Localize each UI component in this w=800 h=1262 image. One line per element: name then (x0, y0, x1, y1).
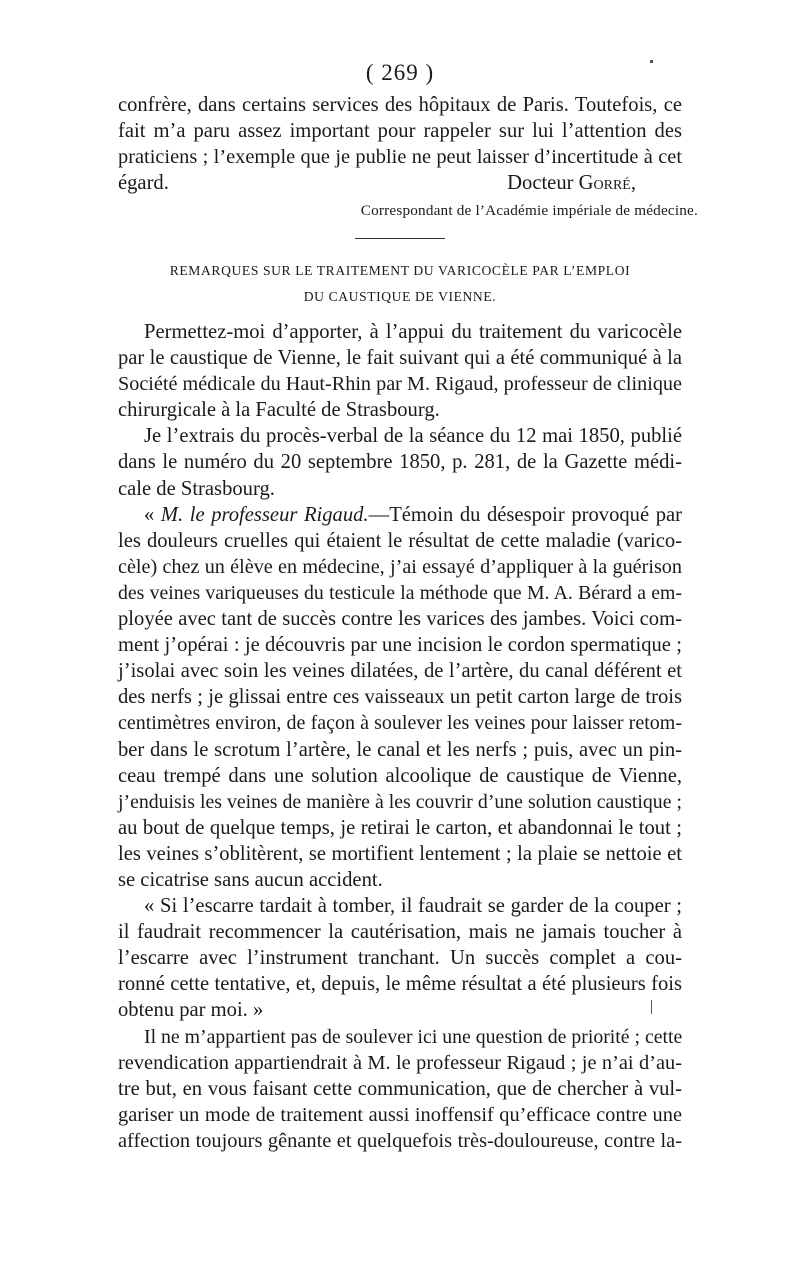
text-line: l’escarre avec l’instrument tranchant. Un succès complet a cou- (118, 947, 682, 970)
text-line: se cicatrise sans aucun accident. (118, 868, 383, 891)
text-line: les douleurs cruelles qui étaient le résultat de cette maladie (varico- (118, 529, 682, 552)
text-line: ber dans le scrotum l’artère, le canal et les nerfs ; puis, avec un pin- (118, 738, 682, 761)
text-line: obtenu par moi. » (118, 999, 264, 1022)
signature-name: Docteur Gorré, (507, 172, 636, 194)
section-heading-line-1: REMARQUES SUR LE TRAITEMENT DU VARICOCÈLE PAR L’EMPLOI (169, 263, 631, 278)
text-line: ceau trempé dans une solution alcoolique de caustique de Vienne, (118, 764, 682, 787)
quote-first-line: « M. le professeur Rigaud.—Témoin du désespoir provoqué par (144, 503, 682, 526)
text-line: fait m’a paru assez important pour rappeler sur lui l’attention des (118, 120, 682, 143)
text-line: cèle) chez un élève en médecine, j’ai essayé d’appliquer à la guérison (118, 555, 682, 578)
continuation-paragraph (118, 92, 682, 170)
section-heading-line-2: DU CAUSTIQUE DE VIENNE. (303, 289, 497, 304)
text-line: ronné cette tentative, et, depuis, le même résultat a été plusieurs fois (118, 973, 682, 996)
text-line: il faudrait recommencer la cautérisation, mais ne jamais toucher à (118, 921, 682, 944)
text-line: dans le numéro du 20 septembre 1850, p. 281, de la Gazette médi- (118, 451, 682, 474)
text-line: revendication appartiendrait à M. le professeur Rigaud ; je n’ai d’au- (118, 1051, 682, 1074)
page-number: ( 269 ) (365, 60, 435, 85)
text-line: affection toujours gênante et quelquefois très-douloureuse, contre la- (118, 1129, 682, 1152)
signature-lead-word: égard. (118, 172, 169, 194)
text-line: praticiens ; l’exemple que je publie ne peut laisser d’incertitude à cet (118, 146, 682, 169)
text-line: chirurgicale à la Faculté de Strasbourg. (118, 399, 440, 422)
print-speck (651, 1000, 652, 1014)
text-line: tre but, en vous faisant cette communication, que de chercher à vul- (118, 1077, 682, 1100)
text-line: Société médicale du Haut-Rhin par M. Rigaud, professeur de clinique (118, 373, 682, 396)
article-body (118, 319, 682, 1154)
text-line: Je l’extrais du procès-verbal de la séance du 12 mai 1850, publié (144, 425, 682, 448)
signature-affiliation: Correspondant de l’Académie impériale de médecine. (360, 202, 698, 219)
text-line: des veines variqueuses du testicule la méthode que M. A. Bérard a em- (118, 581, 682, 604)
text-line: ployée avec tant de succès contre les varices des jambes. Voici com- (118, 608, 682, 631)
text-line: confrère, dans certains services des hôpitaux de Paris. Toutefois, ce (118, 94, 682, 116)
text-line: des nerfs ; je glissai entre ces vaisseaux un petit carton large de trois (118, 686, 682, 709)
text-line: j’enduisis les veines de manière à les couvrir d’une solution caustique ; (118, 790, 682, 813)
text-line: Il ne m’appartient pas de soulever ici une question de priorité ; cette (144, 1025, 683, 1048)
print-speck (650, 60, 653, 63)
text-line: gariser un mode de traitement aussi inoffensif qu’efficace contre une (118, 1103, 682, 1126)
text-line: « Si l’escarre tardait à tomber, il faudrait se garder de la couper ; (144, 895, 682, 918)
text-line: Permettez-moi d’apporter, à l’appui du traitement du varicocèle (144, 321, 682, 343)
text-line: j’isolai avec soin les veines dilatées, de l’artère, du canal déférent et (118, 660, 682, 683)
text-line: les veines s’oblitèrent, se mortifient lentement ; la plaie se nettoie et (118, 842, 682, 865)
section-divider (355, 238, 445, 239)
text-line: par le caustique de Vienne, le fait suivant qui a été communiqué à la (118, 347, 682, 370)
text-line: au bout de quelque temps, je retirai le carton, et abandonnai le tout ; (118, 816, 682, 839)
text-line: ment j’opérai : je découvris par une incision le cordon spermatique ; (118, 634, 682, 657)
speaker-name: M. le professeur Rigaud. (160, 503, 369, 526)
signature (118, 172, 682, 195)
text-line: cale de Strasbourg. (118, 477, 275, 500)
text-line: centimètres environ, de façon à soulever les veines pour laisser retom- (118, 712, 682, 735)
signature-surname: Gorré, (578, 172, 636, 194)
